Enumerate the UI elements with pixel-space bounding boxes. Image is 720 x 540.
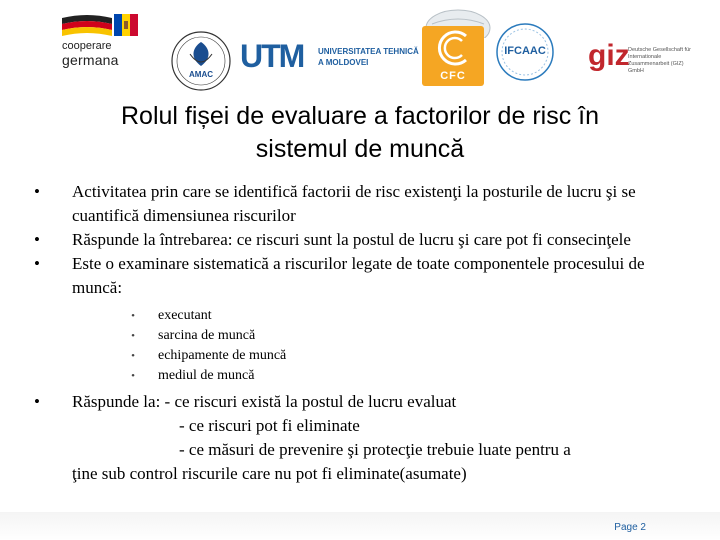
sub-bullet-dot: • xyxy=(131,330,135,342)
cfc-text: CFC xyxy=(440,70,466,82)
sub-bullet-dot: • xyxy=(131,370,135,382)
sub-bullet-item xyxy=(72,326,670,346)
utm-name-line1: UNIVERSITATEA TEHNICĂ xyxy=(318,47,419,56)
bullet-dot: • xyxy=(34,392,40,411)
sub-bullet-text: executant xyxy=(158,308,212,323)
utm-name xyxy=(318,46,419,68)
slide-title xyxy=(40,100,680,166)
sub-bullet-dot: • xyxy=(131,350,135,362)
last-bullet-line2: - ce riscuri pot fi eliminate xyxy=(179,416,360,435)
utm-name-line2: A MOLDOVEI xyxy=(318,58,369,67)
amac-emblem-icon xyxy=(170,30,232,92)
bullet-dot: • xyxy=(34,254,40,273)
logo-bar xyxy=(0,0,720,95)
bullet-text: Răspunde la întrebarea: ce riscuri sunt la postul de lucru şi care pot fi consecinţele xyxy=(72,230,631,249)
page-number: Page 2 xyxy=(614,522,646,533)
bullet-item xyxy=(30,180,670,228)
sub-bullet-item xyxy=(72,306,670,326)
giz-wordmark: giz xyxy=(588,39,630,72)
ifcaac-text: IFCAAC xyxy=(504,45,546,57)
sub-bullet-text: mediul de muncă xyxy=(158,368,255,383)
bullet-item xyxy=(30,252,670,386)
title-line1: Rolul fișei de evaluare a factorilor de risc în xyxy=(120,102,599,130)
bullet-text: Este o examinare sistematică a riscurilor legate de toate componentele procesului de muncă: xyxy=(72,254,645,297)
sub-bullet-dot: • xyxy=(131,310,135,322)
bullet-dot: • xyxy=(34,230,40,249)
amac-text: AMAC xyxy=(189,70,213,79)
last-bullet-line4: ţine sub control riscurile care nu pot fi eliminate(asumate) xyxy=(72,464,467,483)
utm-letters: UTM xyxy=(240,38,304,74)
title-line2: sistemul de muncă xyxy=(255,135,465,163)
bullet-text: Activitatea prin care se identifică factorii de risc existenţi la posturile de lucru şi se cuantifică dimensiunea riscurilor xyxy=(72,182,636,225)
bullet-dot: • xyxy=(34,182,40,201)
content-bullets xyxy=(30,180,670,486)
coop-line2: germana xyxy=(62,52,119,68)
sub-bullet-item xyxy=(72,346,670,366)
sub-bullet-text: echipamente de muncă xyxy=(158,348,287,363)
cfc-arcs-icon xyxy=(422,26,484,68)
utm-logo xyxy=(240,36,419,80)
sub-bullets xyxy=(72,306,670,386)
last-bullet-line1: Răspunde la: - ce riscuri există la postul de lucru evaluat xyxy=(72,392,457,411)
footer-band xyxy=(0,512,720,540)
bullet-item xyxy=(30,228,670,252)
coop-line1: cooperare xyxy=(62,40,112,52)
sub-bullet-item xyxy=(72,366,670,386)
sub-bullet-text: sarcina de muncă xyxy=(158,328,256,343)
bullet-item xyxy=(30,390,670,486)
cooperare-germana-logo xyxy=(62,14,157,76)
german-flag-icon xyxy=(62,14,112,36)
cfc-logo xyxy=(420,8,492,88)
ifcaac-logo xyxy=(495,22,555,82)
giz-subtitle: Deutsche Gesellschaft für Internationale Zusammenarbeit (GIZ) GmbH xyxy=(628,47,691,74)
amac-logo xyxy=(170,30,232,92)
moldovan-flag-icon xyxy=(114,14,138,36)
last-bullet-line3: - ce măsuri de prevenire şi protecţie trebuie luate pentru a xyxy=(179,440,571,459)
giz-logo xyxy=(588,39,698,80)
